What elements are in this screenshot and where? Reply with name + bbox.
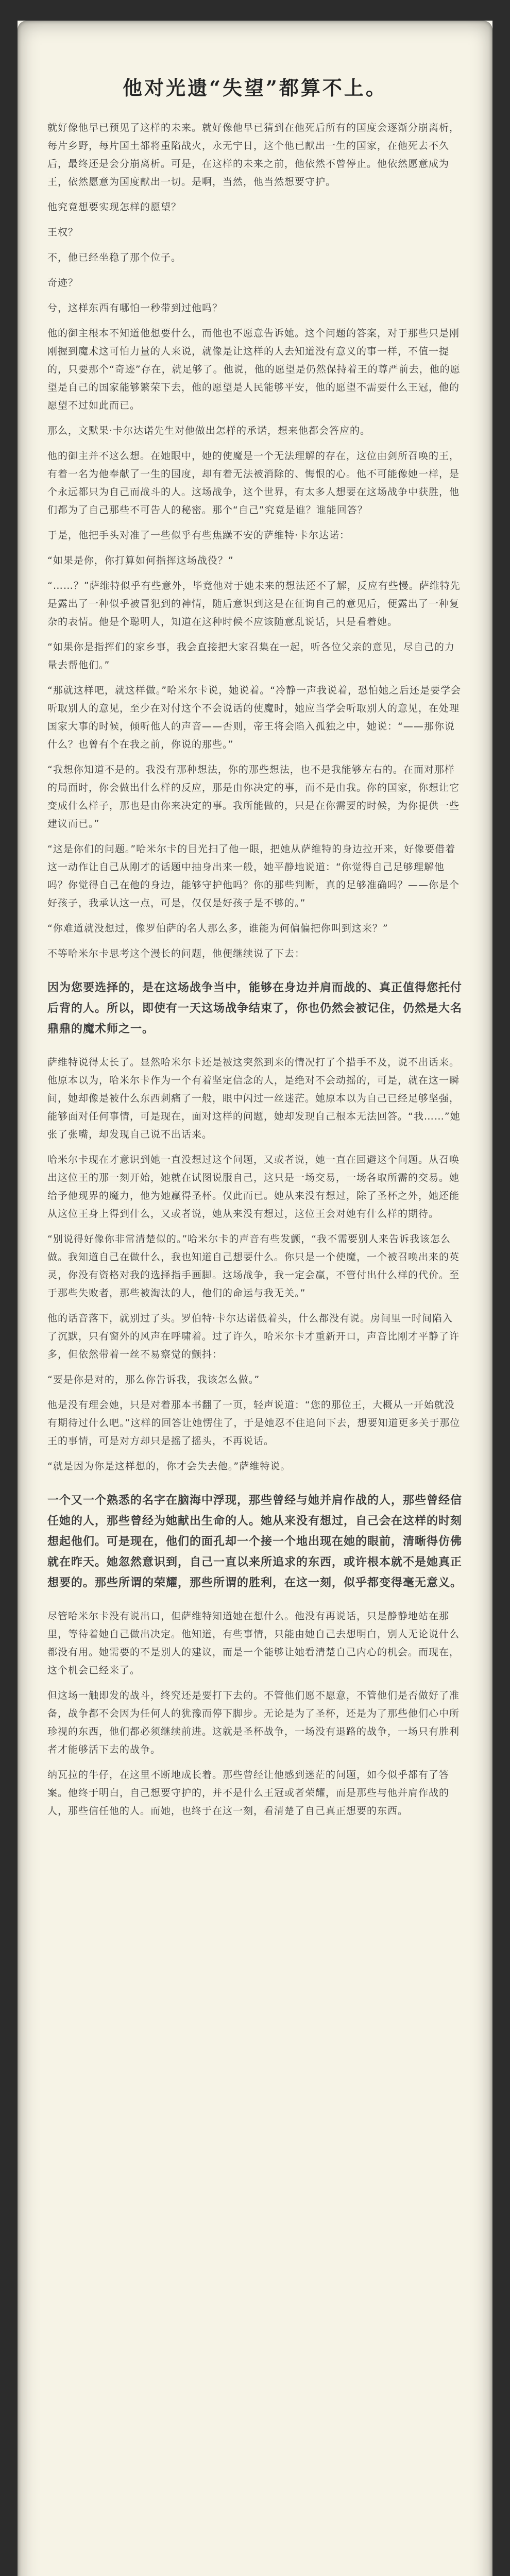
paragraph: “如果你是指挥们的家乡事，我会直接把大家召集在一起，听各位父亲的意见，尽自己的力量去帮他们。” <box>47 641 455 671</box>
paragraph: 他的御主根本不知道他想要什么，而他也不愿意告诉她。这个问题的答案，对于那些只是刚刚握到魔术这可怕力量的人来说，就像是让这样的人去知道没有意义的事一样，不值一提的，只要那个“奇迹”存在，就足够了。他说，他的愿望是仍然保持着王的尊严前去，他的愿望是自己的国家能够繁荣下去，他的愿望是人民能够平安，他的愿望不需要什么王冠，他的愿望不过如此而已。 <box>47 328 461 411</box>
paragraph: “你难道就没想过，像罗伯萨的名人那么多，谁能为何偏偏把你叫到这来？” <box>47 923 388 934</box>
paragraph: 萨维特说得太长了。显然哈米尔卡还是被这突然到来的情况打了个措手不及，说不出话来。他原本以为，哈米尔卡作为一个有着坚定信念的人，是绝对不会动摇的，可是，就在这一瞬间，她却像是被什么东西刺痛了一般，眼中闪过一丝迷茫。她原本以为自己已经足够坚强，能够面对任何事情，可是现在，面对这样的问题，她却发现自己根本无法回答。“我……”她张了张嘴，却发现自己说不出话来。 <box>47 1057 461 1140</box>
paragraph: “别说得好像你非常清楚似的。”哈米尔卡的声音有些发颤，“我不需要别人来告诉我该怎么做。我知道自己在做什么，我也知道自己想要什么。你只是一个使魔，一个被召唤出来的英灵，你没有资格对我的选择指手画脚。这场战争，我一定会赢，不管付出什么样的代价。至于那些失败者，那些被淘汰的人，他们的命运与我无关。” <box>47 1233 460 1299</box>
paragraph: 奇迹？ <box>47 277 79 289</box>
paragraph: 就好像他早已预见了这样的未来。就好像他早已猜到在他死后所有的国度会逐渐分崩离析，每片乡野，每片国土都将重陷战火，永无宁日，这个他已献出一生的国家，在他死去不久后，最终还是会分崩离析。可是，在这样的未来之前，他依然不曾停止。他依然愿意成为王，依然愿意为国度献出一切。是啊，当然，他当然想要守护。 <box>47 122 460 188</box>
paragraph: 不，他已经坐稳了那个位子。 <box>47 252 182 263</box>
paragraph: 兮，这样东西有哪怕一秒带到过他吗？ <box>47 302 223 314</box>
paragraph: 那么，文默果·卡尔达诺先生对他做出怎样的承诺，想来他都会答应的。 <box>47 425 371 436</box>
paragraph: “如果是你，你打算如何指挥这场战役？” <box>47 555 234 566</box>
paragraph: 尽管哈米尔卡没有说出口，但萨维特知道她在想什么。他没有再说话，只是静静地站在那里，等待着她自己做出决定。他知道，有些事情，只能由她自己去想明白，别人无论说什么都没有用。她需要的不是别人的建议，而是一个能够让她看清楚自己内心的机会。而现在，这个机会已经来了。 <box>47 1611 460 1676</box>
dark-border-top <box>0 0 510 21</box>
paragraph: “就是因为你是这样想的，你才会失去他。”萨维特说。 <box>47 1461 291 1472</box>
paragraph: 他是没有理会她，只是对着那本书翻了一页，轻声说道：“您的那位王，大概从一开始就没有期待过什么吧。”这样的回答让她愣住了，于是她忍不住追问下去，想要知道更多关于那位王的事情，可是对方却只是摇了摇头，不再说话。 <box>47 1399 461 1447</box>
paragraph: 纳瓦拉的牛仔，在这里不断地成长着。那些曾经让他感到迷茫的问题，如今似乎都有了答案。他终于明白，自己想要守护的，并不是什么王冠或者荣耀，而是那些与他并肩作战的人，那些信任他的人。而她，也终于在这一刻，看清楚了自己真正想要的东西。 <box>47 1769 450 1817</box>
paragraph: 不等哈米尔卡思考这个漫长的问题，他便继续说了下去： <box>47 948 305 959</box>
page-title: 他对光遗“失望”都算不上。 <box>123 76 387 99</box>
paragraph: 因为您要选择的，是在这场战争当中，能够在身边并肩而战的、真正值得您托付后背的人。所以，即使有一天这场战争结束了，你也仍然会被记住，仍然是大名鼎鼎的魔术师之一。 <box>47 981 463 1036</box>
paragraph: 他的话音落下，就别过了头。罗伯特·卡尔达诺低着头，什么都没有说。房间里一时间陷入了沉默，只有窗外的风声在呼啸着。过了许久，哈米尔卡才重新开口，声音比刚才平静了许多，但依然带着一丝不易察觉的颤抖： <box>47 1313 460 1360</box>
paragraph: “那就这样吧，就这样做。”哈米尔卡说，她说着。“冷静一声我说着，恐怕她之后还是要学会听取别人的意见，至少在对付这个不会说话的使魔时，她应当学会听取别人的意见，在处理国家大事的时候，倾听他人的声音——否则，帝王将会陷入孤独之中，她说：“——那你说什么？也曾有个在我之前，你说的那些。” <box>47 685 462 750</box>
paragraph: 一个又一个熟悉的名字在脑海中浮现，那些曾经与她并肩作战的人，那些曾经信任她的人，那些曾经为她献出生命的人。她从来没有想过，自己会在这样的时刻想起他们。可是现在，他们的面孔却一个接一个地出现在她的眼前，清晰得仿佛就在昨天。她忽然意识到，自己一直以来所追求的东西，或许根本就不是她真正想要的。那些所谓的荣耀，那些所谓的胜利，在这一刻，似乎都变得毫无意义。 <box>47 1494 463 1589</box>
paragraph: “我想你知道不是的。我没有那种想法，你的那些想法，也不是我能够左右的。在面对那样的局面时，你会做出什么样的反应，那是由你决定的事，而不是由我。你的国家，你想让它变成什么样子，那也是由你来决定的事。我所能做的，只是在你需要的时候，为你提供一些建议而已。” <box>47 764 460 829</box>
dark-border-right <box>492 0 510 2576</box>
dark-border-left <box>0 0 18 2576</box>
paragraph: “……？”萨维特似乎有些意外，毕竟他对于她未来的想法还不了解，反应有些慢。萨维特先是露出了一种似乎被冒犯到的神情，随后意识到这是在征询自己的意见后，便露出了一种复杂的表情。他是个聪明人，知道在这种时候不应该随意乱说话，只是看着她。 <box>47 580 461 628</box>
paragraph: 于是，他把手头对准了一些似乎有些焦躁不安的萨维特·卡尔达诺： <box>47 530 350 541</box>
paragraph: “这是你们的问题。”哈米尔卡的目光扫了他一眼，把她从萨维特的身边拉开来，好像要借着这一动作让自己从刚才的话题中抽身出来一般，她平静地说道：“你觉得自己足够理解他吗？你觉得自己在他的身边，能够守护他吗？你的那些判断，真的足够准确吗？——你是个好孩子，我承认这一点，可是，仅仅是好孩子是不够的。” <box>47 843 460 909</box>
paragraph: “要是你是对的，那么你告诉我，我该怎么做。” <box>47 1374 260 1385</box>
paragraph: 他究竟想要实现怎样的愿望？ <box>47 201 182 213</box>
article-body <box>47 72 463 1827</box>
paragraph: 哈米尔卡现在才意识到她一直没想过这个问题，又或者说，她一直在回避这个问题。从召唤出这位王的那一刻开始，她就在试图说服自己，这只是一场交易，一场各取所需的交易。她给予他现界的魔力，他为她赢得圣杯。仅此而已。她从来没有想过，除了圣杯之外，她还能从这位王身上得到什么，又或者说，她从来没有想过，这位王会对她有什么样的期待。 <box>47 1154 460 1219</box>
paragraph: 他的御主并不这么想。在她眼中，她的使魔是一个无法理解的存在，这位由剑所召唤的王，有着一名为他奉献了一生的国度，却有着无法被消除的、悔恨的心。他不可能像她一样，是个永远都只为自己而战斗的人。这场战争，这个世界，有太多人想要在这场战争中获胜，他们都为了自己那些不可告人的秘密。那个“自己”究竟是谁？谁能回答？ <box>47 450 460 516</box>
paragraph: 但这场一触即发的战斗，终究还是要打下去的。不管他们愿不愿意，不管他们是否做好了准备，战争都不会因为任何人的犹豫而停下脚步。无论是为了圣杯，还是为了那些他们心中所珍视的东西，他们都必须继续前进。这就是圣杯战争，一场没有退路的战争，一场只有胜利者才能够活下去的战争。 <box>47 1690 460 1755</box>
paragraph-list <box>47 119 463 1820</box>
paragraph: 王权？ <box>47 227 79 238</box>
